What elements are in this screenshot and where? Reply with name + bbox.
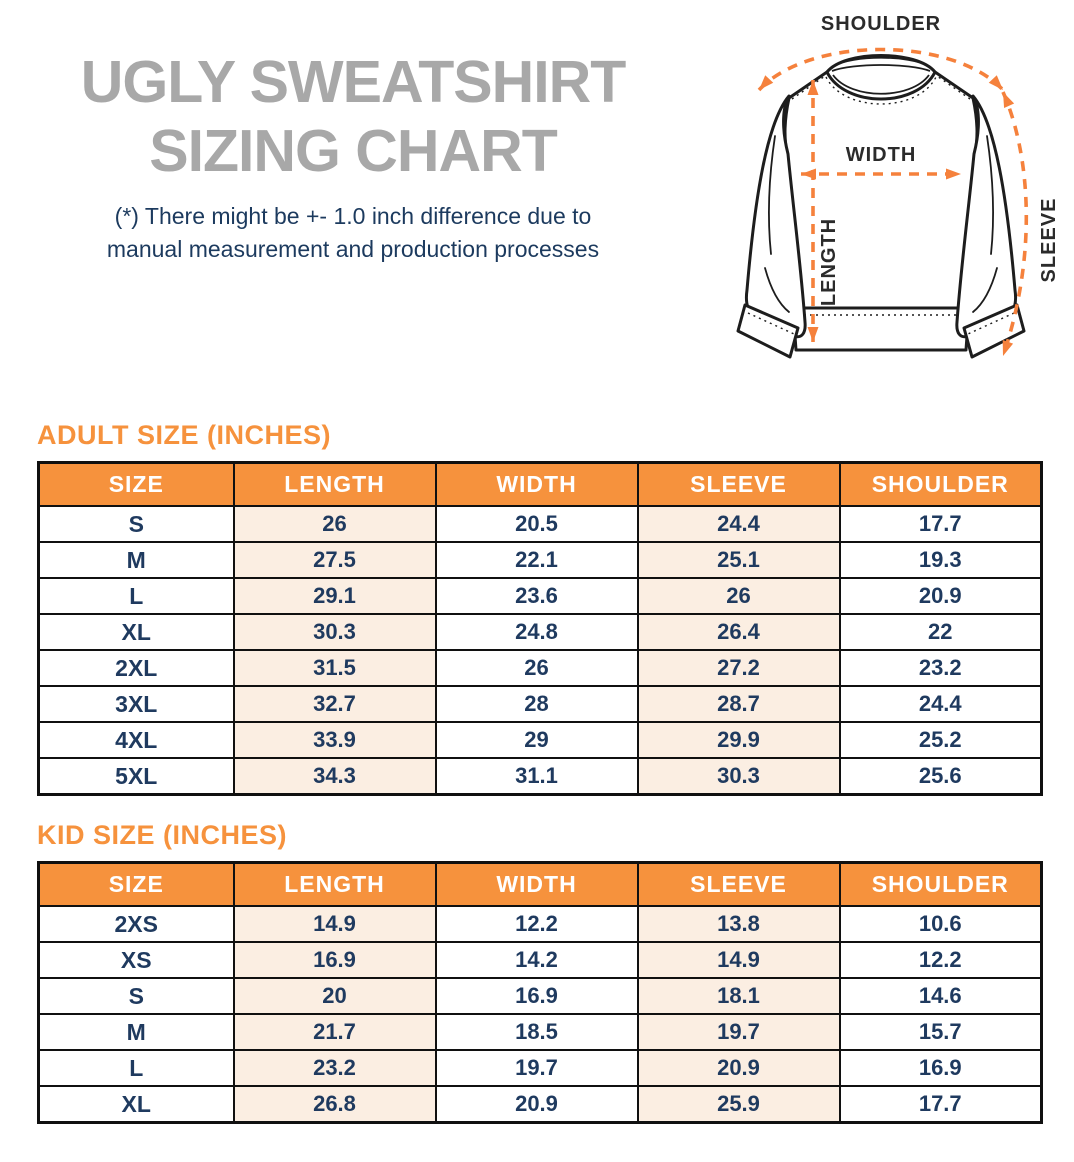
width-label: WIDTH [845, 144, 917, 166]
cell-length: 33.9 [234, 722, 436, 758]
cell-size: 4XL [39, 722, 234, 758]
cell-size: S [39, 506, 234, 542]
kid-header-row [39, 863, 1042, 907]
cell-sleeve: 30.3 [638, 758, 840, 795]
cell-sleeve: 27.2 [638, 650, 840, 686]
cell-size: L [39, 578, 234, 614]
column-header-width: WIDTH [436, 863, 638, 907]
cell-width: 23.6 [436, 578, 638, 614]
page-title-line2: SIZING CHART [149, 118, 557, 185]
column-header-sleeve: SLEEVE [638, 863, 840, 907]
cell-width: 20.9 [436, 1086, 638, 1123]
column-header-shoulder: SHOULDER [840, 863, 1042, 907]
cell-width: 24.8 [436, 614, 638, 650]
cell-length: 21.7 [234, 1014, 436, 1050]
cell-length: 16.9 [234, 942, 436, 978]
cell-size: XL [39, 1086, 234, 1123]
cell-sleeve: 26.4 [638, 614, 840, 650]
cell-width: 22.1 [436, 542, 638, 578]
cell-shoulder: 19.3 [840, 542, 1042, 578]
cell-shoulder: 17.7 [840, 506, 1042, 542]
cell-sleeve: 28.7 [638, 686, 840, 722]
shoulder-label: SHOULDER [820, 13, 942, 35]
cell-sleeve: 20.9 [638, 1050, 840, 1086]
cell-shoulder: 17.7 [840, 1086, 1042, 1123]
page-title [0, 48, 706, 186]
cell-shoulder: 24.4 [840, 686, 1042, 722]
cell-width: 26 [436, 650, 638, 686]
cell-width: 18.5 [436, 1014, 638, 1050]
cell-size: XS [39, 942, 234, 978]
table-row [39, 906, 1042, 942]
cell-shoulder: 14.6 [840, 978, 1042, 1014]
cell-shoulder: 23.2 [840, 650, 1042, 686]
cell-size: 2XL [39, 650, 234, 686]
cell-size: S [39, 978, 234, 1014]
cell-sleeve: 19.7 [638, 1014, 840, 1050]
disclaimer-text [0, 200, 706, 265]
cell-size: XL [39, 614, 234, 650]
adult-header-row [39, 463, 1042, 507]
cell-width: 31.1 [436, 758, 638, 795]
sleeve-arrowhead-top [998, 90, 1014, 108]
table-row [39, 506, 1042, 542]
cell-length: 32.7 [234, 686, 436, 722]
cell-sleeve: 18.1 [638, 978, 840, 1014]
table-row [39, 578, 1042, 614]
column-header-size: SIZE [39, 463, 234, 507]
cell-size: M [39, 542, 234, 578]
table-row [39, 1086, 1042, 1123]
cell-width: 29 [436, 722, 638, 758]
cell-width: 14.2 [436, 942, 638, 978]
cell-length: 23.2 [234, 1050, 436, 1086]
column-header-width: WIDTH [436, 463, 638, 507]
shoulder-arrowhead-right [989, 75, 1007, 93]
table-row [39, 722, 1042, 758]
cell-sleeve: 29.9 [638, 722, 840, 758]
cell-width: 16.9 [436, 978, 638, 1014]
cell-size: 2XS [39, 906, 234, 942]
table-row [39, 758, 1042, 795]
cell-sleeve: 25.9 [638, 1086, 840, 1123]
column-header-size: SIZE [39, 863, 234, 907]
kid-size-section [0, 820, 1074, 1124]
adult-size-title: ADULT SIZE (INCHES) [37, 420, 331, 450]
column-header-sleeve: SLEEVE [638, 463, 840, 507]
cell-shoulder: 15.7 [840, 1014, 1042, 1050]
cell-length: 27.5 [234, 542, 436, 578]
kid-size-title: KID SIZE (INCHES) [37, 820, 288, 850]
cell-shoulder: 16.9 [840, 1050, 1042, 1086]
cell-shoulder: 20.9 [840, 578, 1042, 614]
cell-shoulder: 12.2 [840, 942, 1042, 978]
cell-shoulder: 25.2 [840, 722, 1042, 758]
cell-sleeve: 25.1 [638, 542, 840, 578]
disclaimer-line1: (*) There might be +- 1.0 inch difference due to [114, 203, 592, 230]
header-area [0, 0, 1074, 394]
cell-sleeve: 24.4 [638, 506, 840, 542]
table-row [39, 542, 1042, 578]
table-row [39, 1050, 1042, 1086]
adult-size-section [0, 420, 1074, 796]
cell-width: 19.7 [436, 1050, 638, 1086]
cell-length: 26 [234, 506, 436, 542]
table-row [39, 614, 1042, 650]
sleeve-label: SLEEVE [1038, 197, 1060, 283]
cell-length: 29.1 [234, 578, 436, 614]
cell-length: 26.8 [234, 1086, 436, 1123]
cell-shoulder: 25.6 [840, 758, 1042, 795]
cell-length: 20 [234, 978, 436, 1014]
cell-size: 5XL [39, 758, 234, 795]
adult-size-table [37, 461, 1043, 796]
table-row [39, 650, 1042, 686]
cell-size: L [39, 1050, 234, 1086]
kid-size-table [37, 861, 1043, 1124]
page-title-line1: UGLY SWEATSHIRT [80, 49, 626, 115]
cell-shoulder: 22 [840, 614, 1042, 650]
column-header-shoulder: SHOULDER [840, 463, 1042, 507]
cell-size: M [39, 1014, 234, 1050]
cell-length: 31.5 [234, 650, 436, 686]
cell-sleeve: 26 [638, 578, 840, 614]
table-row [39, 978, 1042, 1014]
table-row [39, 942, 1042, 978]
table-row [39, 1014, 1042, 1050]
sweatshirt-measurement-diagram [728, 0, 1068, 394]
shoulder-arrowhead-left [755, 75, 773, 93]
cell-sleeve: 14.9 [638, 942, 840, 978]
cell-shoulder: 10.6 [840, 906, 1042, 942]
disclaimer-line2: manual measurement and production processes [106, 235, 600, 262]
length-label: LENGTH [818, 217, 840, 307]
table-row [39, 686, 1042, 722]
cell-size: 3XL [39, 686, 234, 722]
cell-width: 20.5 [436, 506, 638, 542]
cell-width: 12.2 [436, 906, 638, 942]
title-block [0, 0, 706, 265]
cell-width: 28 [436, 686, 638, 722]
cell-sleeve: 13.8 [638, 906, 840, 942]
column-header-length: LENGTH [234, 863, 436, 907]
cell-length: 30.3 [234, 614, 436, 650]
column-header-length: LENGTH [234, 463, 436, 507]
cell-length: 14.9 [234, 906, 436, 942]
cell-length: 34.3 [234, 758, 436, 795]
